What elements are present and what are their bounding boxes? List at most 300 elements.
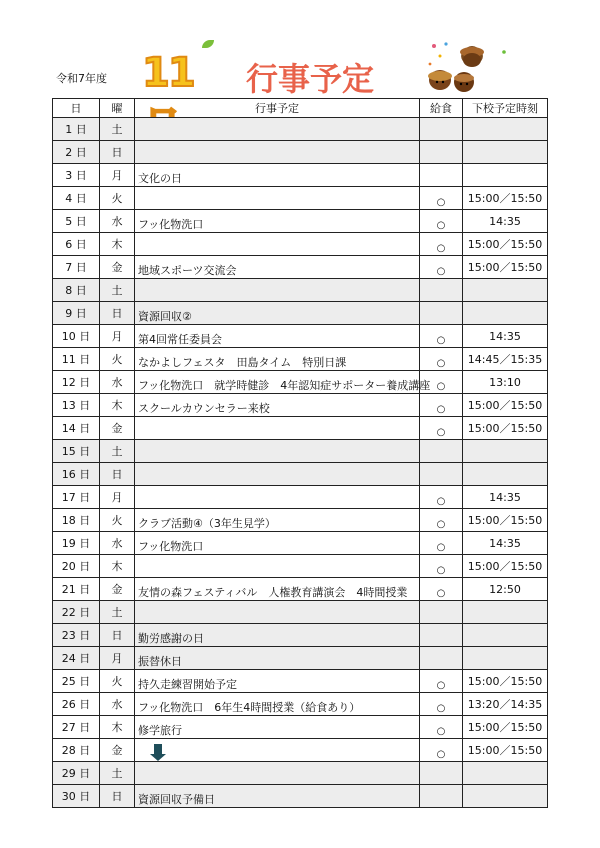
weekday-cell bbox=[100, 532, 135, 555]
table-row bbox=[53, 555, 548, 578]
weekday-cell bbox=[100, 509, 135, 532]
table-row bbox=[53, 371, 548, 394]
schedule-table bbox=[52, 98, 548, 808]
day-cell-text: 3 日 bbox=[65, 169, 87, 182]
event-cell-text: 振替休日 bbox=[138, 655, 182, 668]
day-cell-text: 20 日 bbox=[61, 560, 91, 573]
lunch-cell-text: ○ bbox=[436, 335, 446, 346]
day-cell-text: 28 日 bbox=[61, 744, 91, 757]
table-row bbox=[53, 118, 548, 141]
day-cell-text: 30 日 bbox=[61, 790, 91, 803]
dismissal-cell bbox=[463, 555, 548, 578]
weekday-cell-text: 木 bbox=[111, 238, 123, 251]
event-cell-text: 修学旅行 bbox=[138, 724, 182, 737]
table-row bbox=[53, 348, 548, 371]
day-cell bbox=[53, 647, 100, 670]
day-cell bbox=[53, 256, 100, 279]
weekday-cell-text: 水 bbox=[111, 376, 123, 389]
lunch-cell-text: ○ bbox=[436, 243, 446, 254]
table-row bbox=[53, 509, 548, 532]
day-cell-text: 26 日 bbox=[61, 698, 91, 711]
day-cell bbox=[53, 233, 100, 256]
event-cell-text: 持久走練習開始予定 bbox=[138, 678, 237, 691]
lunch-cell-text: ○ bbox=[436, 588, 446, 599]
dismissal-cell bbox=[463, 624, 548, 647]
day-cell-text: 12 日 bbox=[61, 376, 91, 389]
day-cell-text: 22 日 bbox=[61, 606, 91, 619]
table-row bbox=[53, 601, 548, 624]
event-cell bbox=[135, 164, 420, 187]
weekday-cell-text: 火 bbox=[111, 192, 123, 205]
event-cell bbox=[135, 440, 420, 463]
event-cell-text: 勤労感謝の日 bbox=[138, 632, 204, 645]
lunch-cell bbox=[420, 440, 463, 463]
table-row bbox=[53, 532, 548, 555]
col-day: 日 bbox=[53, 99, 100, 118]
lunch-cell-text: ○ bbox=[436, 266, 446, 277]
event-cell bbox=[135, 394, 420, 417]
lunch-cell-text: ○ bbox=[436, 726, 446, 737]
dismissal-cell bbox=[463, 716, 548, 739]
event-cell-text: クラブ活動④（3年生見学） bbox=[138, 517, 276, 530]
weekday-cell bbox=[100, 785, 135, 808]
dismissal-cell bbox=[463, 440, 548, 463]
table-row bbox=[53, 325, 548, 348]
weekday-cell bbox=[100, 210, 135, 233]
weekday-cell-text: 日 bbox=[111, 468, 123, 481]
day-cell-text: 7 日 bbox=[65, 261, 87, 274]
weekday-cell bbox=[100, 187, 135, 210]
event-cell bbox=[135, 739, 420, 762]
day-cell bbox=[53, 624, 100, 647]
weekday-cell bbox=[100, 417, 135, 440]
day-cell bbox=[53, 463, 100, 486]
day-cell-text: 16 日 bbox=[61, 468, 91, 481]
lunch-cell-text: ○ bbox=[436, 519, 446, 530]
table-row bbox=[53, 739, 548, 762]
day-cell bbox=[53, 693, 100, 716]
dismissal-cell-text: 13:10 bbox=[489, 375, 521, 389]
day-cell-text: 23 日 bbox=[61, 629, 91, 642]
table-row bbox=[53, 210, 548, 233]
dismissal-cell bbox=[463, 394, 548, 417]
lunch-cell-text: ○ bbox=[436, 404, 446, 415]
dismissal-cell-text: 14:35 bbox=[489, 329, 521, 343]
table-row bbox=[53, 762, 548, 785]
weekday-cell-text: 日 bbox=[111, 790, 123, 803]
lunch-cell bbox=[420, 509, 463, 532]
lunch-cell bbox=[420, 716, 463, 739]
day-cell bbox=[53, 302, 100, 325]
weekday-cell-text: 月 bbox=[111, 652, 123, 665]
event-cell-text: 資源回収② bbox=[138, 310, 192, 323]
weekday-cell-text: 金 bbox=[111, 422, 123, 435]
weekday-cell-text: 日 bbox=[111, 146, 123, 159]
day-cell-text: 18 日 bbox=[61, 514, 91, 527]
day-cell-text: 10 日 bbox=[61, 330, 91, 343]
event-cell-text: 資源回収予備日 bbox=[138, 793, 215, 806]
lunch-cell bbox=[420, 762, 463, 785]
weekday-cell bbox=[100, 716, 135, 739]
arrow-down-icon bbox=[154, 744, 162, 754]
event-cell bbox=[135, 279, 420, 302]
weekday-cell-text: 金 bbox=[111, 583, 123, 596]
event-cell bbox=[135, 555, 420, 578]
lunch-cell bbox=[420, 348, 463, 371]
day-cell-text: 11 日 bbox=[61, 353, 91, 366]
lunch-cell-text: ○ bbox=[436, 565, 446, 576]
weekday-cell-text: 木 bbox=[111, 560, 123, 573]
table-row bbox=[53, 578, 548, 601]
chestnut-icon bbox=[420, 38, 520, 98]
event-cell-text: フッ化物洗口 就学時健診 4年認知症サポーター養成講座 bbox=[138, 379, 431, 392]
day-cell bbox=[53, 394, 100, 417]
day-cell-text: 5 日 bbox=[65, 215, 87, 228]
table-row bbox=[53, 302, 548, 325]
event-cell bbox=[135, 647, 420, 670]
day-cell-text: 8 日 bbox=[65, 284, 87, 297]
weekday-cell bbox=[100, 647, 135, 670]
weekday-cell bbox=[100, 371, 135, 394]
col-weekday: 曜 bbox=[100, 99, 135, 118]
lunch-cell bbox=[420, 647, 463, 670]
day-cell-text: 14 日 bbox=[61, 422, 91, 435]
table-row bbox=[53, 693, 548, 716]
day-cell bbox=[53, 279, 100, 302]
table-row bbox=[53, 256, 548, 279]
day-cell-text: 17 日 bbox=[61, 491, 91, 504]
dismissal-cell-text: 13:20／14:35 bbox=[467, 698, 543, 711]
dismissal-cell-text: 15:00／15:50 bbox=[467, 744, 543, 757]
dismissal-cell bbox=[463, 348, 548, 371]
lunch-cell bbox=[420, 532, 463, 555]
weekday-cell-text: 月 bbox=[111, 169, 123, 182]
weekday-cell-text: 土 bbox=[111, 767, 123, 780]
dismissal-cell-text: 15:00／15:50 bbox=[467, 675, 543, 688]
event-cell bbox=[135, 624, 420, 647]
dismissal-cell-text: 15:00／15:50 bbox=[467, 399, 543, 412]
dismissal-cell-text: 12:50 bbox=[489, 582, 521, 596]
weekday-cell bbox=[100, 693, 135, 716]
event-cell bbox=[135, 463, 420, 486]
day-cell-text: 15 日 bbox=[61, 445, 91, 458]
weekday-cell bbox=[100, 440, 135, 463]
event-cell bbox=[135, 348, 420, 371]
event-cell bbox=[135, 693, 420, 716]
title-text: 行事予定 bbox=[246, 60, 375, 98]
event-cell-text: なかよしフェスタ 田島タイム 特別日課 bbox=[138, 356, 347, 369]
dismissal-cell bbox=[463, 371, 548, 394]
dismissal-cell bbox=[463, 647, 548, 670]
event-cell-text: 友情の森フェスティバル 人権教育講演会 4時間授業 bbox=[138, 586, 408, 599]
event-cell bbox=[135, 118, 420, 141]
weekday-cell-text: 金 bbox=[111, 261, 123, 274]
lunch-cell bbox=[420, 187, 463, 210]
table-row bbox=[53, 647, 548, 670]
day-cell-text: 13 日 bbox=[61, 399, 91, 412]
weekday-cell bbox=[100, 164, 135, 187]
lunch-cell-text: ○ bbox=[436, 197, 446, 208]
weekday-cell-text: 火 bbox=[111, 353, 123, 366]
day-cell-text: 4 日 bbox=[65, 192, 87, 205]
lunch-cell bbox=[420, 164, 463, 187]
lunch-cell bbox=[420, 256, 463, 279]
lunch-cell bbox=[420, 693, 463, 716]
event-cell bbox=[135, 371, 431, 394]
day-cell bbox=[53, 348, 100, 371]
weekday-cell bbox=[100, 233, 135, 256]
weekday-cell-text: 日 bbox=[111, 307, 123, 320]
lunch-cell bbox=[420, 555, 463, 578]
day-cell-text: 19 日 bbox=[61, 537, 91, 550]
event-cell bbox=[135, 601, 420, 624]
lunch-cell-text: ○ bbox=[436, 427, 446, 438]
dismissal-cell bbox=[463, 118, 548, 141]
dismissal-cell bbox=[463, 279, 548, 302]
day-cell bbox=[53, 670, 100, 693]
weekday-cell bbox=[100, 624, 135, 647]
dismissal-cell bbox=[463, 463, 548, 486]
dismissal-cell bbox=[463, 325, 548, 348]
lunch-cell-text: ○ bbox=[436, 542, 446, 553]
leaf-icon bbox=[202, 40, 214, 48]
dismissal-cell-text: 15:00／15:50 bbox=[467, 721, 543, 734]
lunch-cell bbox=[420, 670, 463, 693]
weekday-cell bbox=[100, 762, 135, 785]
lunch-cell-text: ○ bbox=[436, 703, 446, 714]
lunch-cell bbox=[420, 394, 463, 417]
table-row bbox=[53, 279, 548, 302]
dismissal-cell bbox=[463, 693, 548, 716]
lunch-cell bbox=[420, 279, 463, 302]
event-cell bbox=[135, 141, 420, 164]
table-row bbox=[53, 624, 548, 647]
event-cell-text: フッ化物洗口 6年生4時間授業（給食あり） bbox=[138, 701, 361, 714]
dismissal-cell-text: 14:35 bbox=[489, 214, 521, 228]
dismissal-cell bbox=[463, 762, 548, 785]
weekday-cell bbox=[100, 302, 135, 325]
day-cell bbox=[53, 164, 100, 187]
day-cell bbox=[53, 762, 100, 785]
weekday-cell-text: 土 bbox=[111, 123, 123, 136]
dismissal-cell-text: 15:00／15:50 bbox=[467, 238, 543, 251]
dismissal-cell-text: 15:00／15:50 bbox=[467, 514, 543, 527]
day-cell bbox=[53, 716, 100, 739]
weekday-cell bbox=[100, 601, 135, 624]
event-cell bbox=[135, 233, 420, 256]
event-cell-text: スクールカウンセラー来校 bbox=[138, 402, 270, 415]
event-cell-text: 文化の日 bbox=[138, 172, 182, 185]
dismissal-cell bbox=[463, 601, 548, 624]
weekday-cell bbox=[100, 279, 135, 302]
table-row bbox=[53, 394, 548, 417]
weekday-cell-text: 木 bbox=[111, 721, 123, 734]
day-cell bbox=[53, 118, 100, 141]
day-cell bbox=[53, 371, 100, 394]
lunch-cell-text: ○ bbox=[436, 220, 446, 231]
col-lunch: 給食 bbox=[420, 99, 463, 118]
table-row bbox=[53, 187, 548, 210]
day-cell-text: 27 日 bbox=[61, 721, 91, 734]
dismissal-cell bbox=[463, 670, 548, 693]
event-cell-text: フッ化物洗口 bbox=[138, 218, 204, 231]
weekday-cell-text: 土 bbox=[111, 445, 123, 458]
lunch-cell bbox=[420, 624, 463, 647]
weekday-cell-text: 日 bbox=[111, 629, 123, 642]
dismissal-cell bbox=[463, 164, 548, 187]
table-row bbox=[53, 463, 548, 486]
event-cell-text: フッ化物洗口 bbox=[138, 540, 204, 553]
weekday-cell bbox=[100, 739, 135, 762]
day-cell bbox=[53, 578, 100, 601]
event-cell bbox=[135, 325, 420, 348]
lunch-cell-text: ○ bbox=[436, 680, 446, 691]
day-cell bbox=[53, 210, 100, 233]
weekday-cell-text: 月 bbox=[111, 330, 123, 343]
day-cell bbox=[53, 417, 100, 440]
table-row bbox=[53, 440, 548, 463]
weekday-cell bbox=[100, 141, 135, 164]
dismissal-cell bbox=[463, 509, 548, 532]
lunch-cell bbox=[420, 118, 463, 141]
day-cell bbox=[53, 509, 100, 532]
dismissal-cell bbox=[463, 141, 548, 164]
dismissal-cell-text: 15:00／15:50 bbox=[467, 261, 543, 274]
table-row bbox=[53, 141, 548, 164]
table-row bbox=[53, 716, 548, 739]
weekday-cell bbox=[100, 486, 135, 509]
day-cell bbox=[53, 555, 100, 578]
col-dismissal: 下校予定時刻 bbox=[463, 99, 548, 118]
day-cell-text: 25 日 bbox=[61, 675, 91, 688]
weekday-cell-text: 木 bbox=[111, 399, 123, 412]
dismissal-cell bbox=[463, 532, 548, 555]
day-cell bbox=[53, 325, 100, 348]
day-cell-text: 29 日 bbox=[61, 767, 91, 780]
event-cell-text: 地域スポーツ交流会 bbox=[138, 264, 237, 277]
event-cell bbox=[135, 670, 420, 693]
lunch-cell bbox=[420, 601, 463, 624]
lunch-cell-text: ○ bbox=[436, 749, 446, 760]
table-row bbox=[53, 233, 548, 256]
weekday-cell bbox=[100, 670, 135, 693]
weekday-cell-text: 月 bbox=[111, 491, 123, 504]
table-header bbox=[53, 99, 548, 118]
day-cell bbox=[53, 739, 100, 762]
weekday-cell bbox=[100, 578, 135, 601]
table-row bbox=[53, 417, 548, 440]
event-cell bbox=[135, 256, 420, 279]
event-cell bbox=[135, 716, 420, 739]
dismissal-cell-text: 14:35 bbox=[489, 490, 521, 504]
table-row bbox=[53, 486, 548, 509]
dismissal-cell bbox=[463, 233, 548, 256]
title-month: 11 bbox=[142, 50, 194, 96]
lunch-cell bbox=[420, 417, 463, 440]
weekday-cell-text: 土 bbox=[111, 284, 123, 297]
lunch-cell bbox=[420, 141, 463, 164]
day-cell bbox=[53, 601, 100, 624]
day-cell-text: 2 日 bbox=[65, 146, 87, 159]
event-cell bbox=[135, 210, 420, 233]
weekday-cell bbox=[100, 256, 135, 279]
weekday-cell-text: 土 bbox=[111, 606, 123, 619]
dismissal-cell bbox=[463, 210, 548, 233]
school-year: 令和7年度 bbox=[56, 72, 107, 85]
day-cell bbox=[53, 532, 100, 555]
weekday-cell bbox=[100, 325, 135, 348]
dismissal-cell bbox=[463, 187, 548, 210]
lunch-cell bbox=[420, 210, 463, 233]
day-cell bbox=[53, 187, 100, 210]
dismissal-cell bbox=[463, 739, 548, 762]
event-cell bbox=[135, 302, 420, 325]
day-cell bbox=[53, 785, 100, 808]
weekday-cell bbox=[100, 118, 135, 141]
lunch-cell bbox=[420, 233, 463, 256]
weekday-cell bbox=[100, 555, 135, 578]
lunch-cell bbox=[420, 785, 463, 808]
dismissal-cell bbox=[463, 256, 548, 279]
weekday-cell-text: 火 bbox=[111, 514, 123, 527]
table-row bbox=[53, 670, 548, 693]
weekday-cell-text: 金 bbox=[111, 744, 123, 757]
event-cell bbox=[135, 785, 420, 808]
day-cell-text: 1 日 bbox=[65, 123, 87, 136]
day-cell-text: 9 日 bbox=[65, 307, 87, 320]
lunch-cell bbox=[420, 463, 463, 486]
weekday-cell-text: 水 bbox=[111, 537, 123, 550]
lunch-cell-text: ○ bbox=[436, 381, 446, 392]
day-cell-text: 6 日 bbox=[65, 238, 87, 251]
lunch-cell bbox=[420, 486, 463, 509]
weekday-cell-text: 水 bbox=[111, 215, 123, 228]
event-cell-text: 第4回常任委員会 bbox=[138, 333, 222, 346]
lunch-cell bbox=[420, 302, 463, 325]
lunch-cell bbox=[420, 578, 463, 601]
lunch-cell-text: ○ bbox=[436, 358, 446, 369]
lunch-cell-text: ○ bbox=[436, 496, 446, 507]
dismissal-cell-text: 15:00／15:50 bbox=[467, 192, 543, 205]
event-cell bbox=[135, 762, 420, 785]
dismissal-cell-text: 14:35 bbox=[489, 536, 521, 550]
event-cell bbox=[135, 532, 420, 555]
dismissal-cell-text: 15:00／15:50 bbox=[467, 422, 543, 435]
dismissal-cell bbox=[463, 302, 548, 325]
dismissal-cell-text: 15:00／15:50 bbox=[467, 560, 543, 573]
table-row bbox=[53, 785, 548, 808]
dismissal-cell bbox=[463, 578, 548, 601]
event-cell bbox=[135, 187, 420, 210]
col-event: 行事予定 bbox=[135, 99, 420, 118]
day-cell-text: 21 日 bbox=[61, 583, 91, 596]
day-cell bbox=[53, 141, 100, 164]
event-cell bbox=[135, 486, 420, 509]
table-row bbox=[53, 164, 548, 187]
dismissal-cell bbox=[463, 785, 548, 808]
weekday-cell bbox=[100, 348, 135, 371]
weekday-cell-text: 火 bbox=[111, 675, 123, 688]
lunch-cell bbox=[420, 325, 463, 348]
dismissal-cell bbox=[463, 486, 548, 509]
dismissal-cell-text: 14:45／15:35 bbox=[467, 353, 543, 366]
weekday-cell bbox=[100, 394, 135, 417]
day-cell bbox=[53, 486, 100, 509]
day-cell bbox=[53, 440, 100, 463]
event-cell bbox=[135, 509, 420, 532]
lunch-cell bbox=[420, 739, 463, 762]
day-cell-text: 24 日 bbox=[61, 652, 91, 665]
